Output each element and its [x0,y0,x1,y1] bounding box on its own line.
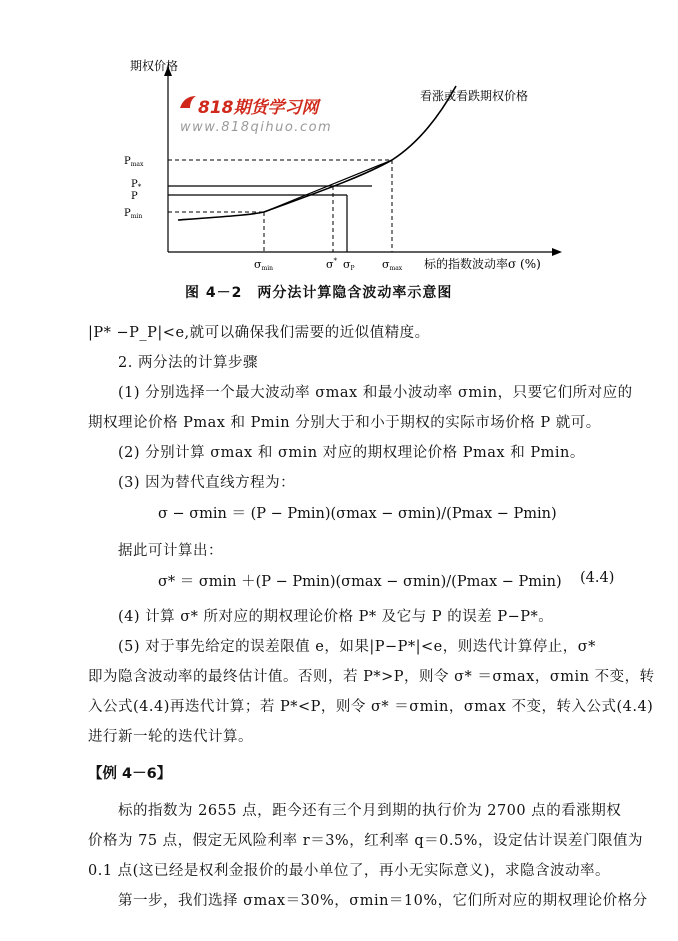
step-5-line-4: 进行新一轮的迭代计算。 [88,729,253,745]
example-line-3: 0.1 点(这已经是权利金报价的最小单位了，再小无实际意义)，求隐含波动率。 [88,863,610,879]
curve-label: 看涨或看跌期权价格 [420,89,529,103]
equation-number: (4.4) [580,570,615,586]
step-2: (2) 分别计算 σmax 和 σmin 对应的期权理论价格 Pmax 和 Pmin。 [118,445,585,461]
calc-intro: 据此可计算出： [118,543,223,559]
y-tick-pmax: $P_{max}$ [124,156,144,168]
x-axis-label: 标的指数波动率σ (%) [424,257,541,271]
step-3: (3) 因为替代直线方程为： [118,475,296,491]
step-5-line-2: 即为隐含波动率的最终估计值。否则，若 P*>P，则令 σ* ＝σmax，σmin 不变，转 [88,669,655,685]
step-1-line-2: 期权理论价格 Pmax 和 Pmin 分别大于和小于期权的实际市场价格 P 就可。 [88,415,601,431]
example-title: 【例 4－6】 [88,766,172,782]
example-line-2: 价格为 75 点，假定无风险利率 r＝3%，红利率 q＝0.5%，设定估计误差门限值为 [88,833,643,849]
y-tick-p: P [131,191,138,202]
step-5-line-1: (5) 对于事先给定的误差限值 e，如果|P−P*|<e，则迭代计算停止，σ* [118,639,596,655]
chart-svg [0,0,678,280]
x-tick-sigma-min: σmin [254,258,273,272]
figure-caption: 图 4－2 两分法计算隐含波动率示意图 [185,285,453,301]
x-tick-sigma-max: σmax [382,258,403,272]
step-1-line-1: (1) 分别选择一个最大波动率 σmax 和最小波动率 σmin，只要它们所对应的 [118,385,633,401]
watermark-logo-icon [178,94,198,110]
x-tick-sigma-star: σ* [326,257,338,271]
example-line-4: 第一步，我们选择 σmax＝30%，σmin＝10%，它们所对应的期权理论价格分 [118,893,648,909]
example-line-1: 标的指数为 2655 点，距今还有三个月到期的执行价为 2700 点的看涨期权 [118,803,622,819]
equation-4-4: σ* ＝ σmin ＋(P − Pmin)(σmax − σmin)/(Pmax − Pmin) [158,574,562,590]
figure [0,0,678,280]
y-axis-label: 期权价格 [130,59,179,73]
watermark-title: 818期货学习网 [198,98,319,118]
equation-secant: σ − σmin ＝ (P − Pmin)(σmax − σmin)/(Pmax − Pmin) [158,506,557,522]
section-heading: 2. 两分法的计算步骤 [118,355,258,371]
step-4: (4) 计算 σ* 所对应的期权理论价格 P* 及它与 P 的误差 P−P*。 [118,609,554,625]
step-5-line-3: 入公式(4.4)再迭代计算；若 P*<P，则令 σ* ＝σmin，σmax 不变，转入公式(4.4) [88,699,654,715]
watermark-url: www.818qihuo.com [180,120,333,135]
x-tick-sigma-p: σP [343,258,355,272]
paragraph-precision: |P* −P_P|<e,就可以确保我们需要的近似值精度。 [88,325,430,341]
y-tick-pmin: $P_{min}$ [124,208,143,220]
x-axis-arrow [552,248,562,256]
y-tick-pstar: $P_*$ [131,179,142,191]
